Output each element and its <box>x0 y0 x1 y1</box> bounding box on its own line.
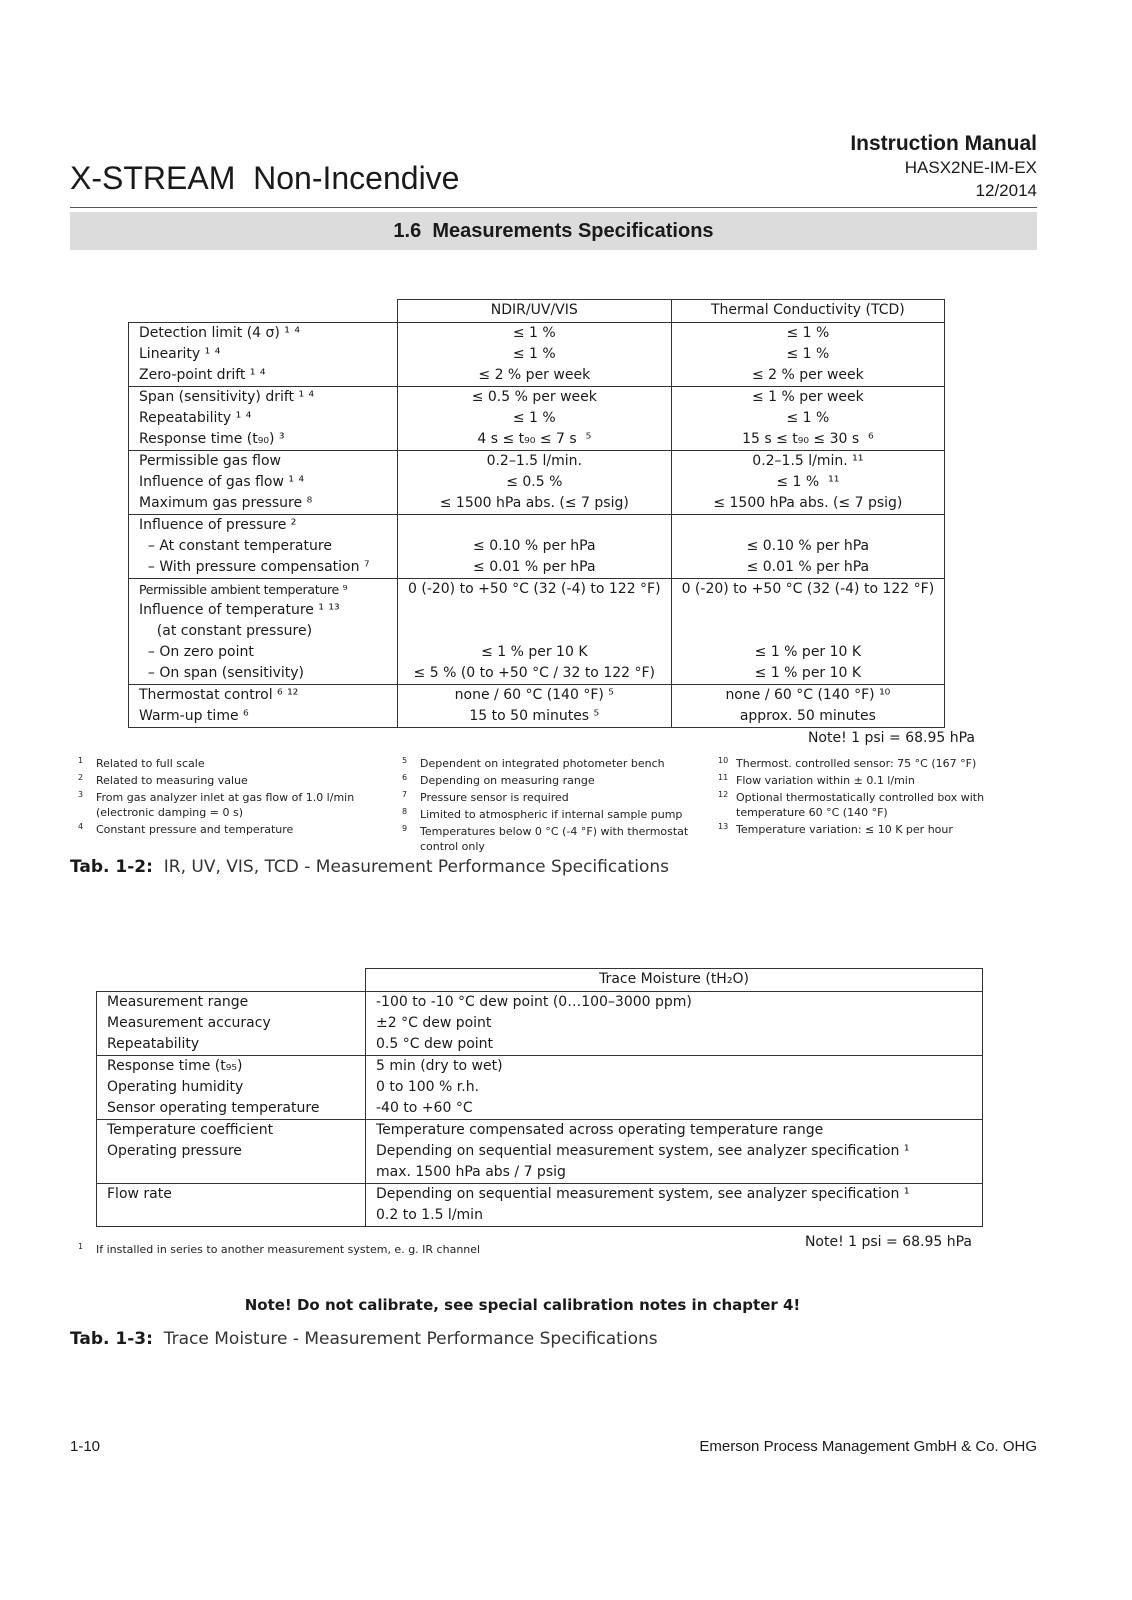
footnote <box>402 756 702 771</box>
footnote-number: 13 <box>718 822 729 831</box>
row-label: Repeatability <box>97 1034 366 1056</box>
ndir-value: ≤ 1 % per 10 K <box>398 642 672 663</box>
tcd-value: ≤ 1 % per 10 K <box>671 642 945 663</box>
table-row <box>97 992 983 1014</box>
moisture-footnote <box>78 1242 578 1259</box>
footnote-text: Constant pressure and temperature <box>96 823 294 836</box>
footnote-number: 2 <box>78 773 84 782</box>
footnote <box>718 790 1018 820</box>
footnote <box>78 773 378 788</box>
tcd-value: approx. 50 minutes <box>671 706 945 728</box>
row-label: (at constant pressure) <box>129 621 398 642</box>
header-rule <box>70 207 1037 208</box>
table-corner <box>97 969 366 992</box>
footnote-text: If installed in series to another measurement system, e. g. IR channel <box>96 1243 481 1256</box>
row-label: Zero-point drift ¹ ⁴ <box>129 365 398 387</box>
tcd-value: ≤ 1500 hPa abs. (≤ 7 psig) <box>671 493 945 515</box>
footnote-text: From gas analyzer inlet at gas flow of 1.0 l/min (electronic damping = 0 s) <box>96 791 355 819</box>
caption-text: Trace Moisture - Measurement Performance Specifications <box>163 1329 658 1349</box>
ndir-value: ≤ 1 % <box>398 344 672 365</box>
row-label: Operating humidity <box>97 1077 366 1098</box>
page-number: 1-10 <box>70 1438 101 1455</box>
ndir-value: ≤ 0.5 % <box>398 472 672 493</box>
row-label: Thermostat control ⁶ ¹² <box>129 685 398 707</box>
tcd-value: ≤ 1 % <box>671 408 945 429</box>
moisture-spec-table <box>96 968 983 1227</box>
tcd-value: ≤ 1 % per week <box>671 387 945 409</box>
psi-note: Note! 1 psi = 68.95 hPa <box>807 730 975 746</box>
ndir-value: 4 s ≤ t₉₀ ≤ 7 s ⁵ <box>398 429 672 451</box>
tcd-value <box>671 621 945 642</box>
tcd-value: ≤ 1 % <box>671 344 945 365</box>
tcd-value: ≤ 2 % per week <box>671 365 945 387</box>
moisture-value: max. 1500 hPa abs / 7 psig <box>366 1162 983 1184</box>
footnote-text: Dependent on integrated photometer bench <box>420 757 665 770</box>
row-label: Permissible ambient temperature ⁹ <box>129 579 398 601</box>
section-title: 1.6 Measurements Specifications <box>393 220 714 242</box>
ndir-value: ≤ 0.5 % per week <box>398 387 672 409</box>
row-label: Repeatability ¹ ⁴ <box>129 408 398 429</box>
table-row <box>129 621 945 642</box>
row-label: Warm-up time ⁶ <box>129 706 398 728</box>
tcd-value: none / 60 °C (140 °F) ¹⁰ <box>671 685 945 707</box>
row-label: Influence of pressure ² <box>129 515 398 537</box>
row-label: Influence of gas flow ¹ ⁴ <box>129 472 398 493</box>
moisture-value: 0.5 °C dew point <box>366 1034 983 1056</box>
footnote-number: 5 <box>402 756 408 765</box>
moisture-value: 0.2 to 1.5 l/min <box>366 1205 983 1227</box>
row-label: Permissible gas flow <box>129 451 398 473</box>
manual-code: HASX2NE-IM-EX <box>904 158 1037 177</box>
footnote-number: 1 <box>78 1242 84 1251</box>
tcd-value: 0.2–1.5 l/min. ¹¹ <box>671 451 945 473</box>
ndir-value: 15 to 50 minutes ⁵ <box>398 706 672 728</box>
manual-date: 12/2014 <box>975 181 1037 200</box>
table-row <box>129 472 945 493</box>
tcd-value: ≤ 1 % ¹¹ <box>671 472 945 493</box>
footnote <box>78 822 378 837</box>
table-row <box>97 1077 983 1098</box>
row-label: Temperature coefficient <box>97 1120 366 1142</box>
footnote-number: 8 <box>402 807 408 816</box>
table-row <box>129 493 945 515</box>
row-label: – At constant temperature <box>129 536 398 557</box>
row-label <box>97 1162 366 1184</box>
footnote-number: 1 <box>78 756 84 765</box>
footnote-number: 6 <box>402 773 408 782</box>
tcd-value <box>671 515 945 537</box>
table-row <box>129 579 945 601</box>
ndir-value <box>398 600 672 621</box>
ndir-value: ≤ 1 % <box>398 408 672 429</box>
footnote <box>718 822 1018 837</box>
table-row <box>129 429 945 451</box>
footnote-number: 4 <box>78 822 84 831</box>
section-bar <box>70 212 1037 250</box>
table-row <box>129 323 945 345</box>
table-row <box>97 1184 983 1206</box>
footnote <box>402 773 702 788</box>
row-label: Response time (t₉₅) <box>97 1056 366 1078</box>
ndir-value: ≤ 5 % (0 to +50 °C / 32 to 122 °F) <box>398 663 672 685</box>
footnote-number: 3 <box>78 790 84 799</box>
footnote <box>78 790 378 820</box>
table-row <box>129 451 945 473</box>
row-label: Linearity ¹ ⁴ <box>129 344 398 365</box>
ndir-value <box>398 621 672 642</box>
table-row <box>97 1162 983 1184</box>
table-caption <box>70 857 669 877</box>
document-title: X-STREAM Non-Incendive <box>70 160 460 196</box>
row-label: Measurement range <box>97 992 366 1014</box>
footnote-text: Thermost. controlled sensor: 75 °C (167 °F) <box>736 757 977 770</box>
table-row <box>129 685 945 707</box>
footnote-text: Temperature variation: ≤ 10 K per hour <box>736 823 953 836</box>
footnote-text: Limited to atmospheric if internal sample pump <box>420 808 683 821</box>
ndir-value: ≤ 1 % <box>398 323 672 345</box>
moisture-value: -40 to +60 °C <box>366 1098 983 1120</box>
tcd-value: ≤ 0.01 % per hPa <box>671 557 945 579</box>
moisture-value: -100 to -10 °C dew point (0…100–3000 ppm) <box>366 992 983 1014</box>
table-row <box>97 1205 983 1227</box>
row-label: – With pressure compensation ⁷ <box>129 557 398 579</box>
tcd-value: 0 (-20) to +50 °C (32 (-4) to 122 °F) <box>671 579 945 601</box>
table-row <box>129 515 945 537</box>
footnote-text: Depending on measuring range <box>420 774 595 787</box>
row-label <box>97 1205 366 1227</box>
row-label: Response time (t₉₀) ³ <box>129 429 398 451</box>
tcd-value: ≤ 1 % <box>671 323 945 345</box>
moisture-value: Depending on sequential measurement system, see analyzer specification ¹ <box>366 1141 983 1162</box>
caption-label: Tab. 1-3: <box>70 1329 153 1349</box>
row-label: – On span (sensitivity) <box>129 663 398 685</box>
moisture-value: Temperature compensated across operating temperature range <box>366 1120 983 1142</box>
table-corner <box>129 300 398 323</box>
footnote <box>78 1242 578 1257</box>
footnote <box>718 773 1018 788</box>
tcd-value: ≤ 1 % per 10 K <box>671 663 945 685</box>
table-row <box>129 663 945 685</box>
table-row <box>97 1120 983 1142</box>
table-row <box>129 387 945 409</box>
footnote-number: 11 <box>718 773 729 782</box>
column-header-tcd: Thermal Conductivity (TCD) <box>671 300 945 323</box>
row-label: Influence of temperature ¹ ¹³ <box>129 600 398 621</box>
caption-text: IR, UV, VIS, TCD - Measurement Performance Specifications <box>163 857 670 877</box>
ndir-value: none / 60 °C (140 °F) ⁵ <box>398 685 672 707</box>
table-row <box>129 600 945 621</box>
table-row <box>129 557 945 579</box>
footnote-text: Optional thermostatically controlled box with temperature 60 °C (140 °F) <box>736 791 985 819</box>
footnote-number: 9 <box>402 824 408 833</box>
footnote-number: 7 <box>402 790 408 799</box>
psi-note: Note! 1 psi = 68.95 hPa <box>804 1234 972 1250</box>
row-label: Detection limit (4 σ) ¹ ⁴ <box>129 323 398 345</box>
table-row <box>97 1056 983 1078</box>
row-label: Flow rate <box>97 1184 366 1206</box>
ndir-value: ≤ 0.01 % per hPa <box>398 557 672 579</box>
footnote-text: Related to full scale <box>96 757 205 770</box>
table-row <box>129 706 945 728</box>
table-row <box>97 1013 983 1034</box>
moisture-value: ±2 °C dew point <box>366 1013 983 1034</box>
table-row <box>97 1141 983 1162</box>
footnote <box>718 756 1018 771</box>
column-header-moisture: Trace Moisture (tH₂O) <box>366 969 983 992</box>
footnote-text: Temperatures below 0 °C (-4 °F) with thermostat control only <box>420 825 689 853</box>
ndir-value: ≤ 0.10 % per hPa <box>398 536 672 557</box>
ndir-value: 0.2–1.5 l/min. <box>398 451 672 473</box>
footnote <box>402 807 702 822</box>
manual-label: Instruction Manual <box>850 132 1037 155</box>
table-row <box>129 365 945 387</box>
footnote-text: Related to measuring value <box>96 774 248 787</box>
moisture-value: 5 min (dry to wet) <box>366 1056 983 1078</box>
tcd-value: ≤ 0.10 % per hPa <box>671 536 945 557</box>
footnotes-column-2 <box>402 756 702 856</box>
footnote-number: 12 <box>718 790 729 799</box>
moisture-value: Depending on sequential measurement system, see analyzer specification ¹ <box>366 1184 983 1206</box>
tcd-value <box>671 600 945 621</box>
row-label: Maximum gas pressure ⁸ <box>129 493 398 515</box>
ndir-value: ≤ 2 % per week <box>398 365 672 387</box>
row-label: Measurement accuracy <box>97 1013 366 1034</box>
footnotes-column-1 <box>78 756 378 839</box>
footnotes-column-3 <box>718 756 1018 839</box>
caption-label: Tab. 1-2: <box>70 857 153 877</box>
table-row <box>97 1034 983 1056</box>
table-row <box>129 344 945 365</box>
table-row <box>129 642 945 663</box>
ndir-value: ≤ 1500 hPa abs. (≤ 7 psig) <box>398 493 672 515</box>
footnote-text: Flow variation within ± 0.1 l/min <box>736 774 915 787</box>
table-row <box>129 408 945 429</box>
row-label: Span (sensitivity) drift ¹ ⁴ <box>129 387 398 409</box>
footnote <box>402 824 702 854</box>
row-label: Operating pressure <box>97 1141 366 1162</box>
performance-spec-table <box>128 299 945 728</box>
table-row <box>97 1098 983 1120</box>
moisture-value: 0 to 100 % r.h. <box>366 1077 983 1098</box>
footnote <box>402 790 702 805</box>
row-label: Sensor operating temperature <box>97 1098 366 1120</box>
table-caption <box>70 1329 658 1349</box>
table-row <box>129 536 945 557</box>
publisher: Emerson Process Management GmbH & Co. OHG <box>699 1438 1037 1455</box>
calibration-note: Note! Do not calibrate, see special calibration notes in chapter 4! <box>244 1296 801 1314</box>
footnote-number: 10 <box>718 756 729 765</box>
ndir-value <box>398 515 672 537</box>
ndir-value: 0 (-20) to +50 °C (32 (-4) to 122 °F) <box>398 579 672 601</box>
tcd-value: 15 s ≤ t₉₀ ≤ 30 s ⁶ <box>671 429 945 451</box>
row-label: – On zero point <box>129 642 398 663</box>
footnote-text: Pressure sensor is required <box>420 791 569 804</box>
column-header-ndir: NDIR/UV/VIS <box>398 300 672 323</box>
footnote <box>78 756 378 771</box>
